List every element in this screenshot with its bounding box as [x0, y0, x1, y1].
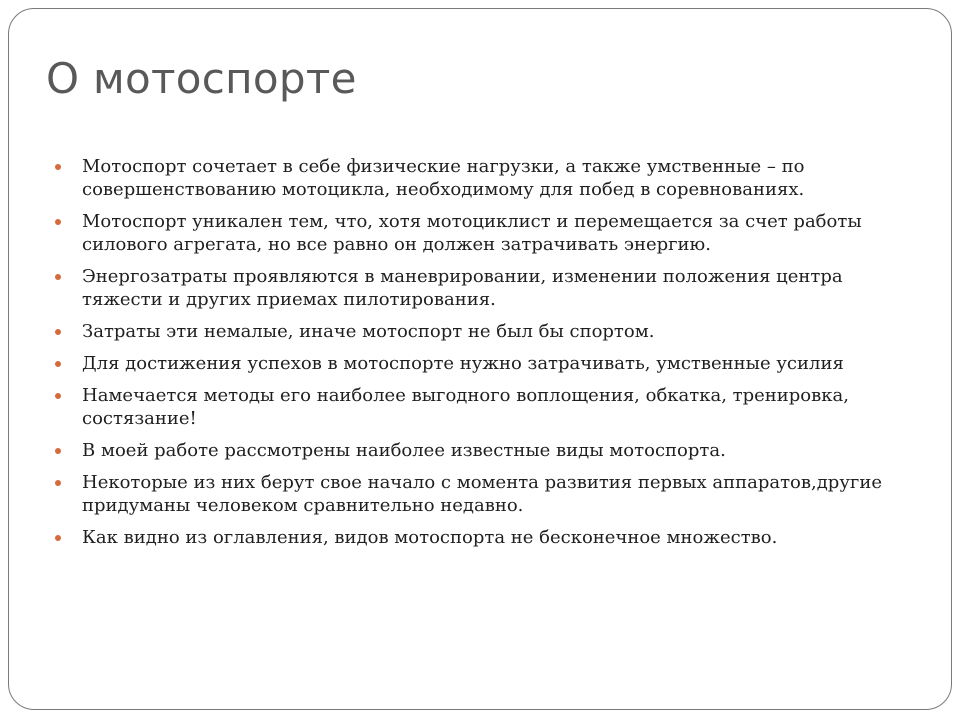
bullet-dot-icon: [55, 274, 61, 280]
bullet-dot-icon: [55, 219, 61, 225]
bullet-text: Как видно из оглавления, видов мотоспорта не бесконечное множество.: [82, 527, 778, 548]
bullet-text: Для достижения успехов в мотоспорте нужно затрачивать, умственные усилия: [82, 353, 844, 374]
list-item: [53, 384, 913, 430]
bullet-text: Мотоспорт сочетает в себе физические нагрузки, а также умственные – по совершенствованию мотоцикла, необходимому для побед в соревнованиях.: [82, 156, 805, 200]
list-item: [53, 265, 913, 311]
list-item: [53, 210, 913, 256]
slide-title: О мотоспорте: [46, 54, 357, 103]
list-item: [53, 526, 913, 549]
bullet-text: В моей работе рассмотрены наиболее известные виды мотоспорта.: [82, 440, 726, 461]
list-item: [53, 439, 913, 462]
slide-frame: [8, 8, 952, 710]
bullet-text: Намечается методы его наиболее выгодного воплощения, обкатка, тренировка, состязание!: [82, 385, 849, 429]
bullet-dot-icon: [55, 361, 61, 367]
bullet-text: Некоторые из них берут свое начало с момента развития первых аппаратов,другие придуманы человеком сравнительно недавно.: [82, 472, 882, 516]
list-item: [53, 352, 913, 375]
bullet-text: Энергозатраты проявляются в маневрировании, изменении положения центра тяжести и других приемах пилотирования.: [82, 266, 843, 310]
list-item: [53, 155, 913, 201]
bullet-dot-icon: [55, 393, 61, 399]
bullet-dot-icon: [55, 329, 61, 335]
bullet-dot-icon: [55, 448, 61, 454]
bullet-dot-icon: [55, 480, 61, 486]
bullet-text: Затраты эти немалые, иначе мотоспорт не был бы спортом.: [82, 321, 655, 342]
bullet-dot-icon: [55, 535, 61, 541]
list-item: [53, 320, 913, 343]
bullet-list: [53, 155, 913, 558]
list-item: [53, 471, 913, 517]
bullet-text: Мотоспорт уникален тем, что, хотя мотоциклист и перемещается за счет работы силового агрегата, но все равно он должен затрачивать энергию.: [82, 211, 862, 255]
bullet-dot-icon: [55, 164, 61, 170]
